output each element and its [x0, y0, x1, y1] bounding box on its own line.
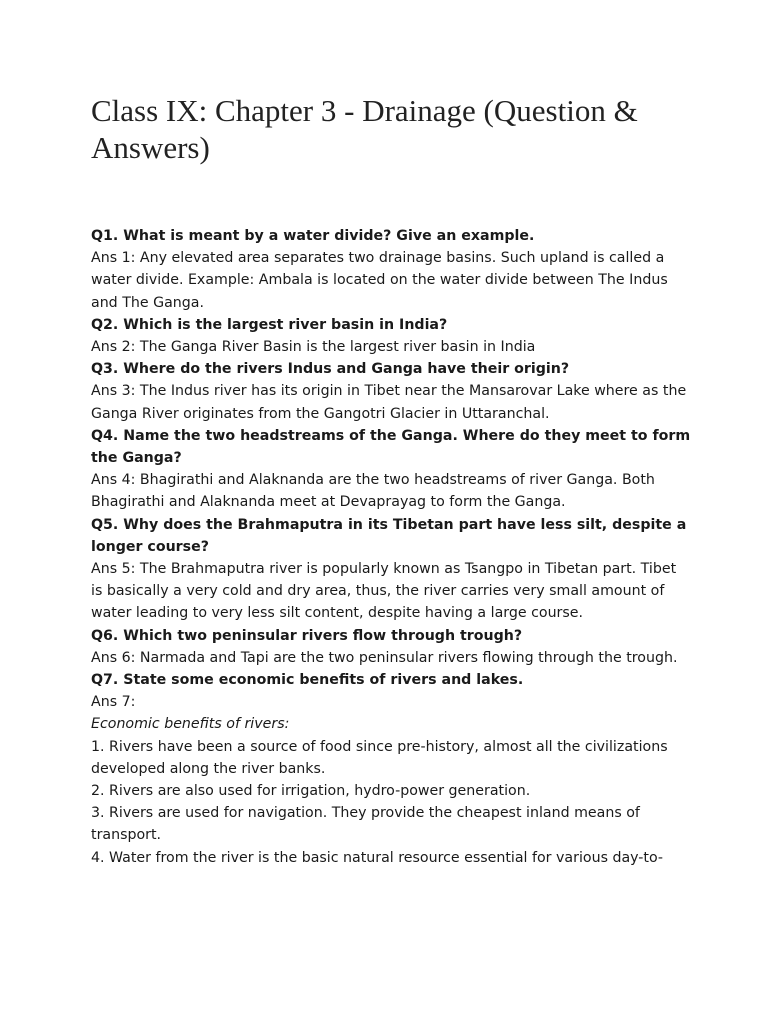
answer-7-point: 3. Rivers are used for navigation. They provide the cheapest inland means of transport. — [91, 805, 640, 844]
answer-2-text: : The Ganga River Basin is the largest river basin in India — [130, 339, 536, 356]
qa-content — [91, 225, 691, 869]
question-6: Q6. Which two peninsular rivers flow through trough? — [91, 627, 523, 644]
answer-1-label: Ans 1 — [91, 250, 131, 267]
page-title: Class IX: Chapter 3 - Drainage (Question & Answers) — [91, 93, 638, 165]
question-5: Q5. Why does the Brahmaputra in its Tibetan part have less silt, despite a longer course? — [91, 516, 687, 555]
answer-6 — [91, 647, 691, 669]
answer-3 — [91, 380, 691, 424]
answer-7-label: Ans 7: — [91, 694, 136, 711]
question-4: Q4. Name the two headstreams of the Ganga. Where do they meet to form the Ganga? — [91, 427, 691, 467]
question-2: Q2. Which is the largest river basin in India? — [91, 316, 448, 333]
answer-3-label: Ans 3 — [91, 383, 131, 400]
answer-5-label: Ans 5 — [91, 561, 131, 578]
answer-7-point: 1. Rivers have been a source of food since pre-history, almost all the civilizations developed along the river banks. — [91, 738, 668, 777]
answer-4 — [91, 469, 691, 513]
answer-1-text: : Any elevated area separates two drainage basins. Such upland is called a water divide. Example: Ambala is located on the water divide between The Indus and The Ganga. — [91, 250, 668, 311]
answer-7-point: 4. Water from the river is the basic natural resource essential for various day-to- — [91, 849, 664, 866]
answer-7-point: 2. Rivers are also used for irrigation, hydro-power generation. — [91, 783, 531, 800]
question-7: Q7. State some economic benefits of rivers and lakes. — [91, 672, 524, 689]
answer-4-text: : Bhagirathi and Alaknanda are the two headstreams of river Ganga. Both Bhagirathi and Alaknanda meet at Devaprayag to form the Ganga. — [91, 472, 655, 511]
answer-7-subhead: Economic benefits of rivers: — [91, 716, 290, 733]
answer-4-label: Ans 4 — [91, 472, 131, 489]
answer-5 — [91, 558, 691, 625]
answer-2-label: Ans 2 — [91, 339, 131, 356]
answer-3-text: : The Indus river has its origin in Tibet near the Mansarovar Lake where as the Ganga River originates from the Gangotri Glacier in Uttaranchal. — [91, 383, 687, 422]
answer-2 — [91, 336, 691, 358]
answer-6-text: : Narmada and Tapi are the two peninsular rivers flowing through the trough. — [130, 649, 678, 666]
answer-5-text: : The Brahmaputra river is popularly known as Tsangpo in Tibetan part. Tibet is basically a very cold and dry area, thus, the river carries very small amount of water leading to very less silt content, despite having a large course. — [91, 561, 677, 622]
answer-6-label: Ans 6 — [91, 649, 131, 666]
question-3: Q3. Where do the rivers Indus and Ganga have their origin? — [91, 361, 570, 378]
answer-1 — [91, 247, 691, 314]
question-1: Q1. What is meant by a water divide? Give an example. — [91, 228, 535, 244]
